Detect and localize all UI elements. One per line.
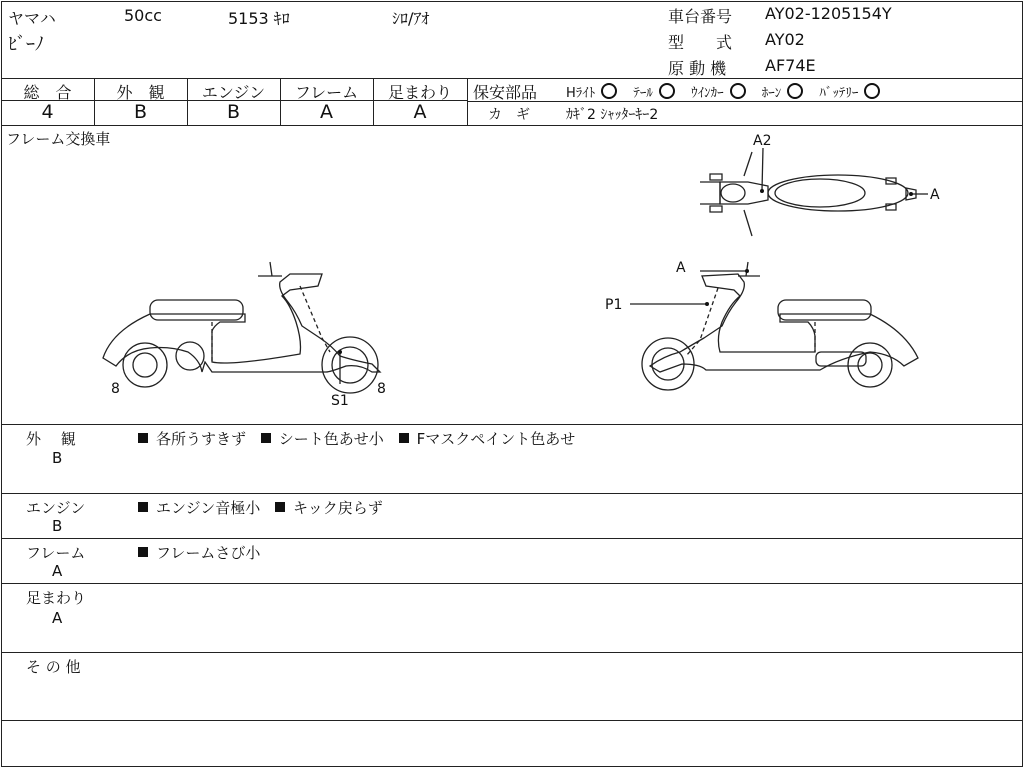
safety-item-headlight: Hﾗｲﾄ (566, 86, 596, 101)
grade-label-exterior: 外 観 (116, 83, 165, 102)
label-top-a2: A2 (753, 133, 772, 149)
label-left-rear: 8 (111, 381, 120, 397)
safety-item-horn: ﾎｰﾝ (761, 86, 782, 101)
grade-label-frame: フレーム (294, 83, 359, 102)
bullet-square-icon (261, 433, 271, 443)
section-grade-frame: A (52, 562, 63, 580)
section-grade-engine: B (52, 517, 63, 535)
section-notes-exterior (138, 428, 575, 449)
bullet-square-icon (275, 502, 285, 512)
bullet-square-icon (138, 433, 148, 443)
type-value: AY02 (765, 30, 805, 49)
mileage: 5153 ｷﾛ (228, 9, 290, 28)
grade-value-engine: B (226, 101, 241, 123)
label-s1: S1 (331, 393, 349, 409)
key-label: カ ギ (488, 107, 530, 123)
scooter-diagram (0, 126, 1022, 424)
label-top-a: A (930, 187, 940, 203)
color: ｼﾛ/ｱｵ (392, 9, 430, 28)
section-title-exterior: 外 観 (26, 430, 76, 448)
grade-label-suspension: 足まわり (387, 83, 452, 102)
safety-item-battery: ﾊﾞｯﾃﾘｰ (819, 86, 859, 101)
engine-label: 原 動 機 (668, 59, 727, 78)
section-title-frame: フレーム (26, 544, 86, 562)
scooter-top-view (700, 152, 916, 236)
bullet-square-icon (138, 547, 148, 557)
chassis-value: AY02-1205154Y (765, 4, 892, 23)
grade-value-suspension: A (413, 101, 427, 123)
grade-value-overall: 4 (41, 101, 54, 123)
label-right-p1: P1 (605, 297, 623, 313)
safety-items (566, 82, 892, 101)
note-item: 各所うすきず (156, 430, 247, 448)
section-title-engine: エンジン (26, 499, 86, 517)
label-right-a: A (676, 260, 686, 276)
ok-circle-icon (864, 83, 880, 99)
grade-value-frame: A (320, 101, 333, 123)
grade-label-overall: 総 合 (23, 83, 72, 102)
ok-circle-icon (730, 83, 746, 99)
section-grade-exterior: B (52, 449, 63, 467)
section-title-other: そ の 他 (26, 658, 81, 676)
note-item: キック戻らず (293, 499, 383, 517)
note-item: フレームさび小 (156, 544, 261, 562)
ok-circle-icon (787, 83, 803, 99)
key-value: ｶｷﾞ2 ｼｬｯﾀｰｷｰ2 (566, 107, 659, 123)
section-notes-frame (138, 542, 260, 563)
remark: フレーム交換車 (6, 130, 111, 148)
engine-value: AF74E (765, 56, 816, 75)
ok-circle-icon (601, 83, 617, 99)
note-item: Fマスクペイント色あせ (416, 430, 576, 448)
section-notes-engine (138, 497, 383, 518)
safety-label: 保安部品 (473, 83, 538, 102)
grade-value-exterior: B (133, 101, 148, 123)
note-item: エンジン音極小 (156, 499, 261, 517)
chassis-label: 車台番号 (668, 7, 733, 26)
scooter-left-side (103, 262, 380, 393)
section-grade-suspension: A (52, 609, 63, 627)
maker: ヤマハ (8, 9, 56, 28)
bullet-square-icon (399, 433, 409, 443)
safety-item-tail: ﾃｰﾙ (633, 86, 653, 101)
bullet-square-icon (138, 502, 148, 512)
type-label: 型 式 (668, 33, 733, 52)
section-title-suspension: 足まわり (26, 589, 87, 607)
displacement: 50cc (124, 6, 162, 25)
note-item: シート色あせ小 (278, 430, 384, 448)
model-name: ﾋﾞｰﾉ (8, 34, 44, 55)
ok-circle-icon (659, 83, 675, 99)
label-left-front: 8 (377, 381, 386, 397)
safety-item-winker: ｳｲﾝｶｰ (691, 86, 724, 101)
grade-label-engine: エンジン (201, 83, 266, 102)
scooter-right-side (642, 262, 918, 390)
